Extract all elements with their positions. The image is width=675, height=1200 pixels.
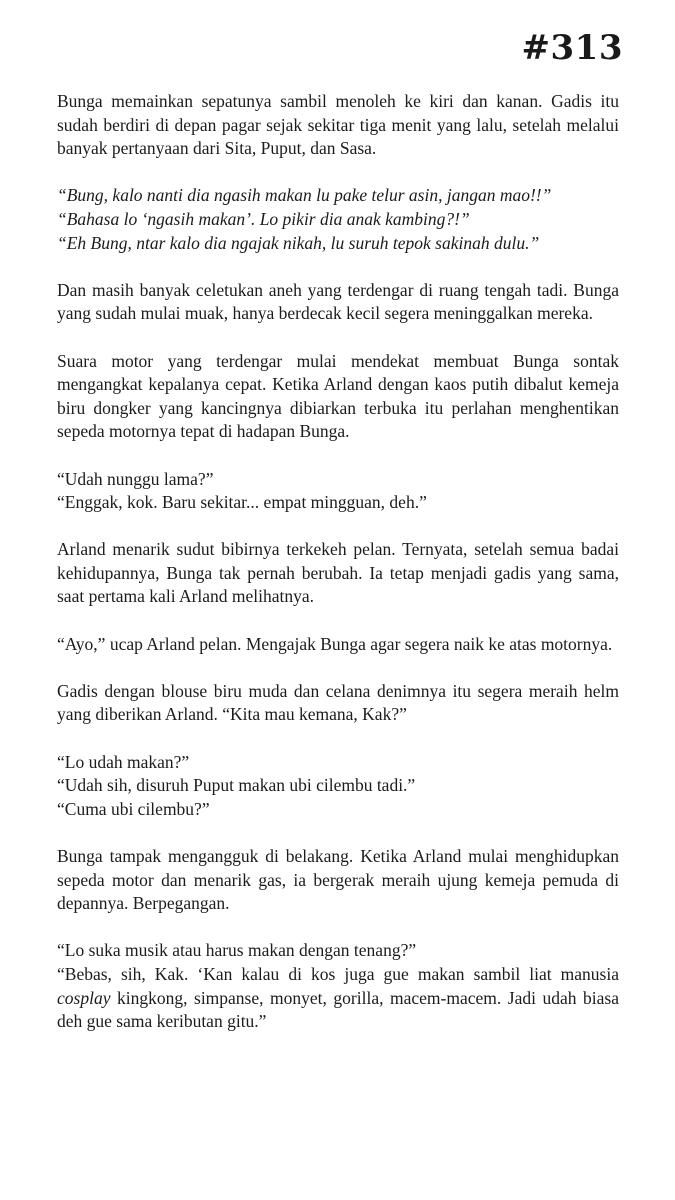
story-text	[57, 90, 619, 1057]
page-number: #313	[521, 28, 623, 68]
dialogue-block-1	[57, 468, 619, 515]
paragraph-7: Bunga tampak mengangguk di belakang. Ketika Arland mulai menghidupkan sepeda motor dan menarik gas, ia bergerak meraih ujung kemeja pemuda di depannya. Berpegangan.	[57, 846, 619, 914]
dialogue-text-start: “Bebas, sih, Kak. ‘Kan kalau di kos juga gue makan sambil liat manusia	[57, 963, 619, 984]
paragraph-2: Dan masih banyak celetukan aneh yang terdengar di ruang tengah tadi. Bunga yang sudah mulai muak, hanya berdecak kecil segera meninggalkan mereka.	[57, 279, 619, 324]
dialogue-line: “Cuma ubi cilembu?”	[57, 798, 210, 819]
dialogue-line: “Lo udah makan?”	[57, 751, 190, 772]
quote-line-3: “Eh Bung, ntar kalo dia ngajak nikah, lu suruh tepok sakinah dulu.”	[57, 232, 540, 253]
dialogue-line: “Udah sih, disuruh Puput makan ubi cilembu tadi.”	[57, 775, 416, 796]
dialogue-line: “Enggak, kok. Baru sekitar... empat mingguan, deh.”	[57, 492, 427, 513]
paragraph-6: Gadis dengan blouse biru muda dan celana denimnya itu segera meraih helm yang diberikan Arland. “Kita mau kemana, Kak?”	[57, 680, 619, 725]
paragraph-1: Bunga memainkan sepatunya sambil menoleh ke kiri dan kanan. Gadis itu sudah berdiri di depan pagar sejak sekitar tiga menit yang lalu, setelah melalui banyak pertanyaan dari Sita, Puput, dan Sasa.	[57, 91, 619, 159]
dialogue-line: “Lo suka musik atau harus makan dengan tenang?”	[57, 940, 417, 961]
quote-block-italic	[57, 184, 619, 255]
dialogue-text-end: kingkong, simpanse, monyet, gorilla, macem-macem. Jadi udah biasa deh gue sama keributan gitu.”	[57, 987, 619, 1032]
dialogue-block-2	[57, 751, 619, 822]
dialogue-block-3	[57, 939, 619, 1033]
dialogue-paragraph	[57, 963, 619, 1034]
emphasis-cosplay: cosplay	[57, 987, 111, 1008]
dialogue-line: “Udah nunggu lama?”	[57, 468, 214, 489]
paragraph-5: “Ayo,” ucap Arland pelan. Mengajak Bunga agar segera naik ke atas motornya.	[57, 633, 613, 654]
quote-line-2: “Bahasa lo ‘ngasih makan’. Lo pikir dia anak kambing?!”	[57, 208, 470, 229]
paragraph-3: Suara motor yang terdengar mulai mendekat membuat Bunga sontak mengangkat kepalanya cepat. Ketika Arland dengan kaos putih dibalut kemeja biru dongker yang kancingnya dibiarkan terbuka itu perlahan menghentikan sepeda motornya tepat di hadapan Bunga.	[57, 350, 619, 442]
paragraph-4: Arland menarik sudut bibirnya terkekeh pelan. Ternyata, setelah semua badai kehidupannya, Bunga tak pernah berubah. Ia tetap menjadi gadis yang sama, saat pertama kali Arland melihatnya.	[57, 539, 619, 607]
quote-line-1: “Bung, kalo nanti dia ngasih makan lu pake telur asin, jangan mao!!”	[57, 185, 552, 206]
